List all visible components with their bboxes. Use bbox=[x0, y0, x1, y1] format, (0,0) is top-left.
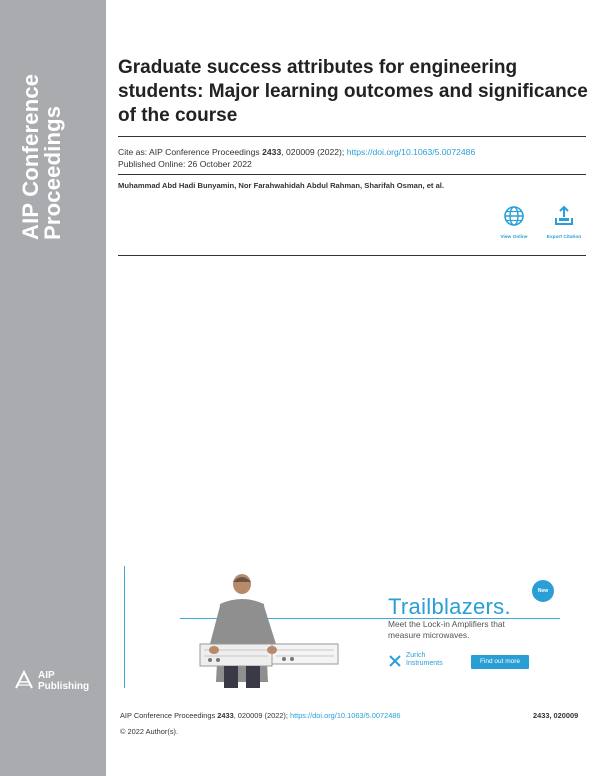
published-date: Published Online: 26 October 2022 bbox=[118, 159, 252, 169]
footer-cite-prefix: AIP Conference Proceedings bbox=[120, 711, 218, 720]
journal-title-line2: Proceedings bbox=[40, 105, 65, 240]
journal-sidebar bbox=[0, 0, 106, 776]
footer-page-id: 2433, 020009 bbox=[533, 711, 579, 720]
company-line1: Zurich bbox=[406, 652, 426, 659]
journal-title bbox=[20, 30, 64, 240]
copyright: © 2022 Author(s). bbox=[120, 727, 179, 736]
new-badge: New bbox=[532, 580, 554, 602]
header-divider bbox=[118, 255, 586, 256]
article-title: Graduate success attributes for engineering students: Major learning outcomes and significance of the course bbox=[118, 57, 588, 126]
cite-rest: , 020009 (2022); bbox=[281, 147, 347, 157]
cite-divider bbox=[118, 174, 586, 175]
zurich-instruments-logo bbox=[388, 652, 468, 672]
export-icon bbox=[553, 205, 575, 227]
ad-brand: Trailblazers. bbox=[388, 594, 511, 619]
footer-citation bbox=[120, 711, 401, 720]
globe-icon bbox=[503, 205, 525, 227]
footer-cite-volume: 2433 bbox=[217, 711, 234, 720]
author-list: Muhammad Abd Hadi Bunyamin, Nor Farahwahidah Abdul Rahman, Sharifah Osman, et al. bbox=[118, 181, 445, 190]
footer-doi-link[interactable]: https://doi.org/10.1063/5.0072486 bbox=[289, 711, 401, 720]
footer-cite-rest: , 020009 (2022); bbox=[233, 711, 290, 720]
view-online-button[interactable] bbox=[496, 205, 532, 240]
export-citation-button[interactable] bbox=[546, 205, 582, 240]
ad-tagline: Meet the Lock-in Amplifiers that measure microwaves. bbox=[388, 619, 505, 640]
journal-title-line1: AIP Conference bbox=[18, 73, 43, 240]
aip-publishing-logo bbox=[14, 668, 100, 696]
citation-block bbox=[118, 146, 475, 170]
doi-link[interactable]: https://doi.org/10.1063/5.0072486 bbox=[346, 147, 476, 157]
cite-line bbox=[118, 146, 475, 158]
publisher-line2: Publishing bbox=[38, 681, 90, 692]
cite-prefix: Cite as: AIP Conference Proceedings bbox=[118, 147, 263, 157]
find-out-more-button[interactable]: Find out more bbox=[471, 655, 529, 669]
cite-volume: 2433 bbox=[262, 147, 282, 157]
view-online-label: View Online bbox=[500, 235, 528, 240]
aip-logo-icon bbox=[14, 668, 34, 690]
advertisement[interactable] bbox=[124, 566, 562, 688]
company-line2: Instruments bbox=[406, 660, 443, 667]
publisher-line1: AIP bbox=[38, 670, 55, 681]
title-divider bbox=[118, 136, 586, 137]
zurich-x-icon bbox=[388, 654, 402, 668]
ad-person-image bbox=[180, 570, 370, 688]
export-citation-label: Export Citation bbox=[546, 235, 582, 240]
